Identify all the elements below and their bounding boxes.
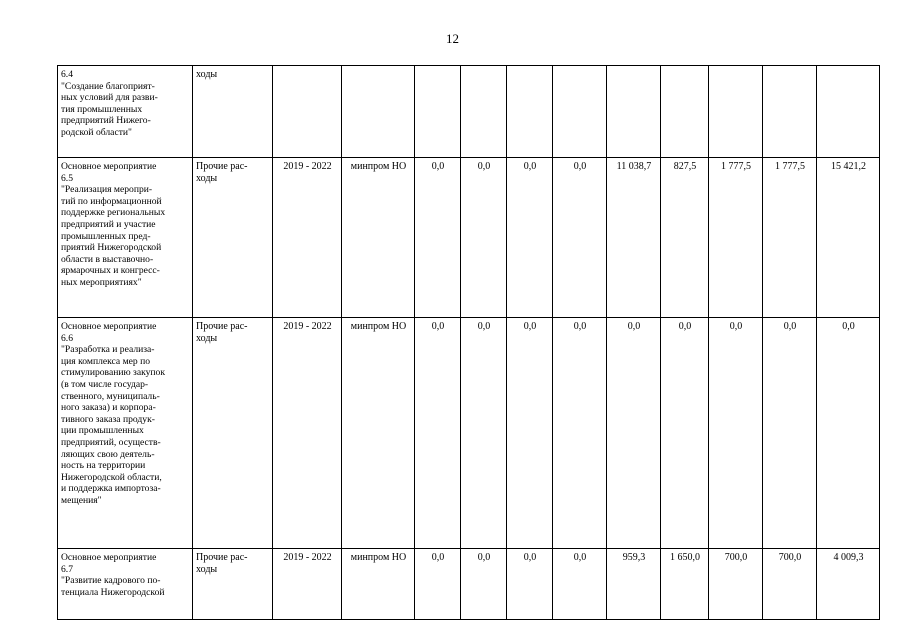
table-row (58, 318, 880, 549)
value-cell (817, 66, 880, 158)
value-cell: 0,0 (461, 318, 507, 549)
value-cell (661, 66, 709, 158)
executor-cell: минпром НО (342, 158, 415, 318)
value-cell: 0,0 (507, 318, 553, 549)
activity-name-cell: Основное мероприятие 6.6 "Разработка и реализа- ция комплекса мер по стимулированию закупок (в том числе государ- ственного, муниципаль- ного заказа) и корпора- тивного заказа продук- ции промышленных предприятий, осуществ- ляющих свою деятель- ность на территории Нижегородской области, и поддержка импортоза- мещения" (58, 318, 193, 549)
value-cell: 0,0 (553, 158, 607, 318)
value-cell (607, 66, 661, 158)
value-cell: 0,0 (415, 549, 461, 620)
executor-cell (342, 66, 415, 158)
value-cell (461, 66, 507, 158)
value-cell: 4 009,3 (817, 549, 880, 620)
period-cell: 2019 - 2022 (273, 318, 342, 549)
value-cell: 827,5 (661, 158, 709, 318)
activity-name-cell: 6.4 "Создание благоприят- ных условий для разви- тия промышленных предприятий Нижего- родской области" (58, 66, 193, 158)
value-cell: 0,0 (553, 318, 607, 549)
value-cell: 15 421,2 (817, 158, 880, 318)
value-cell (763, 66, 817, 158)
table-row (58, 66, 880, 158)
value-cell: 0,0 (461, 549, 507, 620)
value-cell: 0,0 (507, 549, 553, 620)
activity-name-cell: Основное мероприятие 6.7 "Развитие кадрового по- тенциала Нижегородской (58, 549, 193, 620)
value-cell (709, 66, 763, 158)
expense-type-cell: ходы (193, 66, 273, 158)
expense-type-cell: Прочие рас- ходы (193, 158, 273, 318)
value-cell (553, 66, 607, 158)
value-cell: 0,0 (607, 318, 661, 549)
value-cell: 0,0 (763, 318, 817, 549)
period-cell (273, 66, 342, 158)
value-cell: 0,0 (709, 318, 763, 549)
expense-type-cell: Прочие рас- ходы (193, 318, 273, 549)
value-cell: 0,0 (461, 158, 507, 318)
value-cell: 1 650,0 (661, 549, 709, 620)
table-row (58, 158, 880, 318)
value-cell: 0,0 (415, 318, 461, 549)
value-cell: 0,0 (415, 158, 461, 318)
value-cell: 959,3 (607, 549, 661, 620)
executor-cell: минпром НО (342, 318, 415, 549)
value-cell: 700,0 (763, 549, 817, 620)
value-cell: 0,0 (507, 158, 553, 318)
value-cell: 0,0 (817, 318, 880, 549)
value-cell: 700,0 (709, 549, 763, 620)
page-number: 12 (446, 31, 459, 46)
value-cell: 1 777,5 (709, 158, 763, 318)
value-cell (507, 66, 553, 158)
expense-type-cell: Прочие рас- ходы (193, 549, 273, 620)
activity-name-cell: Основное мероприятие 6.5 "Реализация меропри- тий по информационной поддержке региональных предприятий и участие промышленных пред- приятий Нижегородской области в выставочно- ярмарочных и конгресс- ных мероприятиях" (58, 158, 193, 318)
value-cell: 11 038,7 (607, 158, 661, 318)
value-cell: 0,0 (553, 549, 607, 620)
table-row (58, 549, 880, 620)
period-cell: 2019 - 2022 (273, 549, 342, 620)
executor-cell: минпром НО (342, 549, 415, 620)
value-cell (415, 66, 461, 158)
value-cell: 0,0 (661, 318, 709, 549)
value-cell: 1 777,5 (763, 158, 817, 318)
program-activities-table (57, 65, 880, 620)
period-cell: 2019 - 2022 (273, 158, 342, 318)
